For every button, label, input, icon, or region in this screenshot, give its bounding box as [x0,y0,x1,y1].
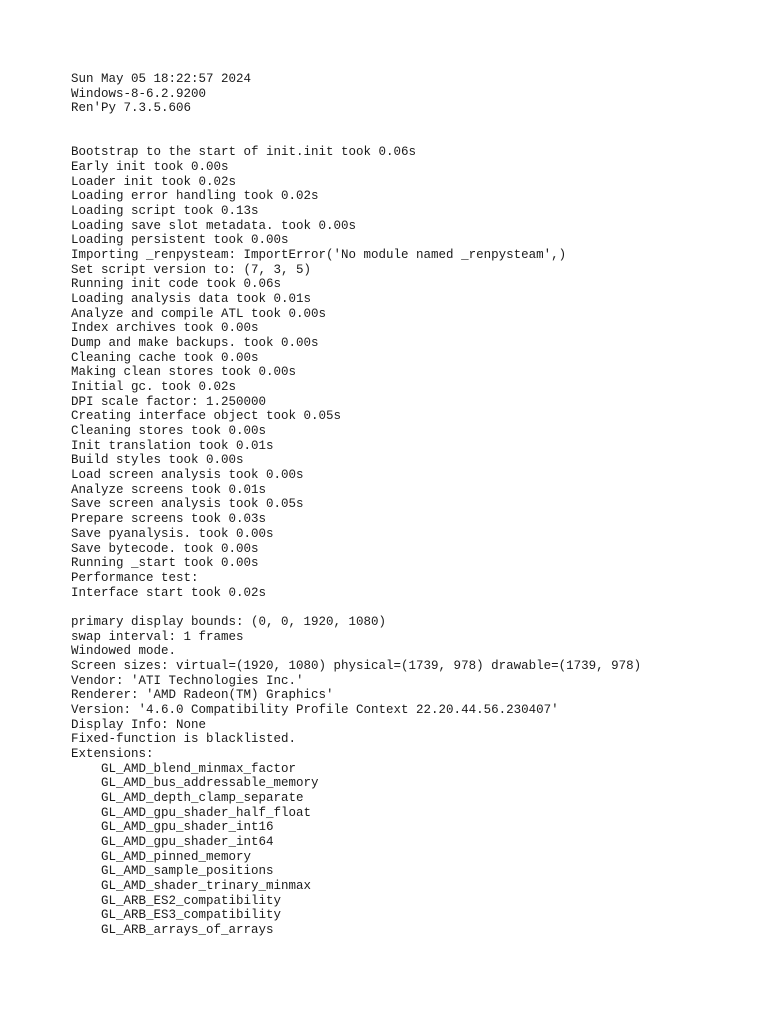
extensions-heading: Extensions: [71,746,154,761]
log-line: Initial gc. took 0.02s [71,380,237,395]
log-line: Loading analysis data took 0.01s [71,292,312,307]
extension-item: GL_AMD_pinned_memory [101,849,252,864]
extension-item: GL_AMD_gpu_shader_int64 [101,834,274,849]
display-log-section [71,615,758,762]
log-line: Cleaning cache took 0.00s [71,350,259,365]
log-line: Making clean stores took 0.00s [71,365,297,380]
extension-item: GL_AMD_gpu_shader_int16 [101,820,274,835]
extension-item: GL_ARB_ES3_compatibility [101,908,282,923]
log-line: Analyze and compile ATL took 0.00s [71,306,327,321]
log-line: Prepare screens took 0.03s [71,512,267,527]
log-line: Loading error handling took 0.02s [71,189,319,204]
extension-item: GL_ARB_arrays_of_arrays [101,922,274,937]
log-line: Save pyanalysis. took 0.00s [71,526,274,541]
extension-item: GL_AMD_blend_minmax_factor [101,761,297,776]
extension-item: GL_AMD_gpu_shader_half_float [101,805,312,820]
log-line: Analyze screens took 0.01s [71,482,267,497]
log-line: Performance test: [71,570,199,585]
log-line: primary display bounds: (0, 0, 1920, 1080) [71,614,387,629]
log-line: Creating interface object took 0.05s [71,409,342,424]
extensions-list [71,762,758,938]
log-line: Vendor: 'ATI Technologies Inc.' [71,673,304,688]
blank-line [71,131,758,146]
log-line: Fixed-function is blacklisted. [71,732,297,747]
log-line: Set script version to: (7, 3, 5) [71,262,312,277]
log-line: Display Info: None [71,717,207,732]
log-line: swap interval: 1 frames [71,629,244,644]
log-line: Running _start took 0.00s [71,556,259,571]
log-line: Loading persistent took 0.00s [71,233,289,248]
log-line: Windowed mode. [71,644,177,659]
log-line: Loading script took 0.13s [71,204,259,219]
log-line: Importing _renpysteam: ImportError('No module named _renpysteam',) [71,248,567,263]
log-line: Version: '4.6.0 Compatibility Profile Context 22.20.44.56.230407' [71,702,559,717]
log-line: Interface start took 0.02s [71,585,267,600]
log-line: DPI scale factor: 1.250000 [71,394,267,409]
log-document [71,72,758,938]
log-line: Renderer: 'AMD Radeon(TM) Graphics' [71,688,334,703]
log-line: Save bytecode. took 0.00s [71,541,259,556]
log-line: Save screen analysis took 0.05s [71,497,304,512]
log-line: Index archives took 0.00s [71,321,259,336]
extension-item: GL_AMD_sample_positions [101,864,274,879]
log-line: Running init code took 0.06s [71,277,282,292]
renpy-version-line: Ren'Py 7.3.5.606 [71,101,192,116]
extension-item: GL_AMD_depth_clamp_separate [101,790,304,805]
log-line: Loader init took 0.02s [71,174,237,189]
log-line: Screen sizes: virtual=(1920, 1080) physical=(1739, 978) drawable=(1739, 978) [71,658,642,673]
extension-item: GL_AMD_bus_addressable_memory [101,776,319,791]
init-log-section [71,145,758,600]
log-line: Init translation took 0.01s [71,438,274,453]
log-line: Cleaning stores took 0.00s [71,424,267,439]
extension-item: GL_ARB_ES2_compatibility [101,893,282,908]
log-header [71,72,758,116]
extension-item: GL_AMD_shader_trinary_minmax [101,878,312,893]
blank-line [71,600,758,615]
timestamp-line: Sun May 05 18:22:57 2024 [71,72,252,86]
blank-line [71,116,758,131]
log-line: Loading save slot metadata. took 0.00s [71,218,357,233]
log-line: Bootstrap to the start of init.init took 0.06s [71,145,417,160]
log-line: Load screen analysis took 0.00s [71,468,304,483]
platform-line: Windows-8-6.2.9200 [71,86,207,101]
log-line: Early init took 0.00s [71,160,229,175]
log-line: Build styles took 0.00s [71,453,244,468]
log-line: Dump and make backups. took 0.00s [71,336,319,351]
